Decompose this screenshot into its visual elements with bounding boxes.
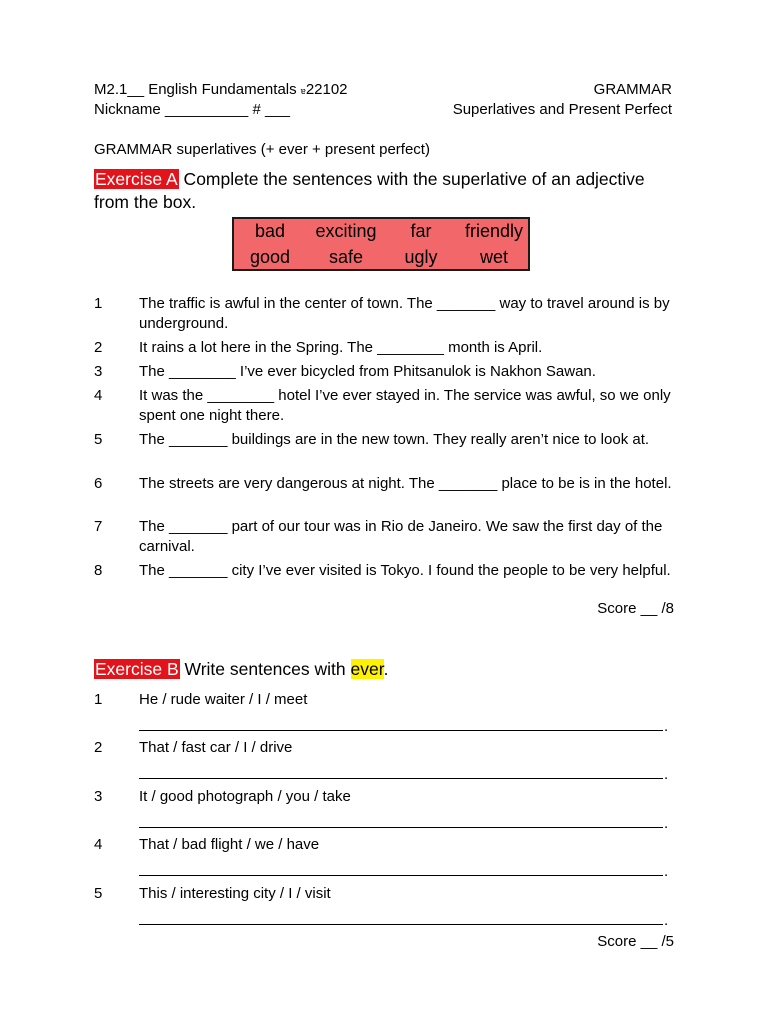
item-number: 4 — [94, 387, 103, 404]
word-box-word: ugly — [404, 247, 438, 267]
header-row-2 — [94, 100, 672, 120]
item-text: The streets are very dangerous at night. The _______ place to be is in the hotel. — [139, 475, 672, 492]
item-text: The _______ part of our tour was in Rio de Janeiro. We saw the first day of the carnival. — [139, 518, 663, 555]
item-number: 1 — [94, 295, 103, 312]
course-mark: ɐ — [300, 86, 306, 96]
answer-line[interactable] — [139, 924, 663, 925]
answer-line[interactable] — [139, 778, 663, 779]
word-box — [232, 217, 530, 271]
exercise-a-tag: Exercise A — [95, 169, 178, 189]
answer-line-end: . — [664, 718, 669, 735]
course-code: 22102 — [305, 81, 348, 98]
header-row-1 — [94, 80, 672, 101]
answer-line[interactable] — [139, 827, 663, 828]
word-box-word: wet — [479, 247, 509, 267]
word-box-word: far — [410, 221, 432, 241]
answer-line-end: . — [664, 912, 669, 929]
item-prompt: This / interesting city / I / visit — [139, 885, 331, 902]
item-text: It was the ________ hotel I’ve ever stayed in. The service was awful, so we only spent one night there. — [139, 387, 671, 424]
item-number: 2 — [94, 339, 103, 356]
word-box-word: good — [249, 247, 291, 267]
item-number: 4 — [94, 836, 103, 853]
item-text: The _______ city I’ve ever visited is Tokyo. I found the people to be very helpful. — [139, 562, 671, 579]
item-number: 7 — [94, 518, 103, 535]
item-prompt: It / good photograph / you / take — [139, 788, 351, 805]
exercise-b-instruction-end: . — [383, 659, 389, 679]
exercise-a-heading — [94, 168, 684, 214]
course-title: M2.1__ English Fundamentals — [94, 81, 301, 98]
item-prompt: He / rude waiter / I / meet — [139, 691, 308, 708]
answer-line-end: . — [664, 815, 669, 832]
item-text: The _______ buildings are in the new town. They really aren’t nice to look at. — [139, 431, 650, 448]
exercise-a-instruction: Complete the sentences with the superlative of an adjective — [178, 169, 645, 189]
word-box-word: safe — [328, 247, 364, 267]
exercise-b-instruction: Write sentences with — [179, 659, 351, 679]
topic-label: Superlatives and Present Perfect — [452, 101, 672, 118]
nickname-line: Nickname __________ # ___ — [94, 101, 290, 118]
word-box-word: exciting — [315, 221, 377, 241]
exercise-b-heading — [94, 658, 684, 681]
section-label: GRAMMAR — [593, 81, 672, 98]
answer-line[interactable] — [139, 875, 663, 876]
exercise-b-score: Score __ /5 — [597, 933, 674, 950]
exercise-a-score: Score __ /8 — [597, 600, 674, 617]
exercise-b-tag: Exercise B — [95, 659, 179, 679]
answer-line-end: . — [664, 863, 669, 880]
item-number: 8 — [94, 562, 103, 579]
item-text: It rains a lot here in the Spring. The ________ month is April. — [139, 339, 543, 356]
item-text: The ________ I’ve ever bicycled from Phitsanulok is Nakhon Sawan. — [139, 363, 596, 380]
item-number: 3 — [94, 363, 103, 380]
exercise-a-instruction-cont: from the box. — [94, 192, 197, 212]
item-prompt: That / fast car / I / drive — [139, 739, 293, 756]
item-number: 3 — [94, 788, 103, 805]
item-text: The traffic is awful in the center of town. The _______ way to travel around is by underground. — [139, 295, 670, 332]
subtitle: GRAMMAR superlatives (+ ever + present perfect) — [94, 141, 430, 158]
word-box-word: bad — [254, 221, 286, 241]
item-number: 1 — [94, 691, 103, 708]
item-prompt: That / bad flight / we / have — [139, 836, 320, 853]
answer-line[interactable] — [139, 730, 663, 731]
answer-line-end: . — [664, 766, 669, 783]
highlighted-word: ever — [350, 659, 384, 679]
item-number: 5 — [94, 431, 103, 448]
item-number: 2 — [94, 739, 103, 756]
item-number: 6 — [94, 475, 103, 492]
word-box-word: friendly — [464, 221, 524, 241]
item-number: 5 — [94, 885, 103, 902]
